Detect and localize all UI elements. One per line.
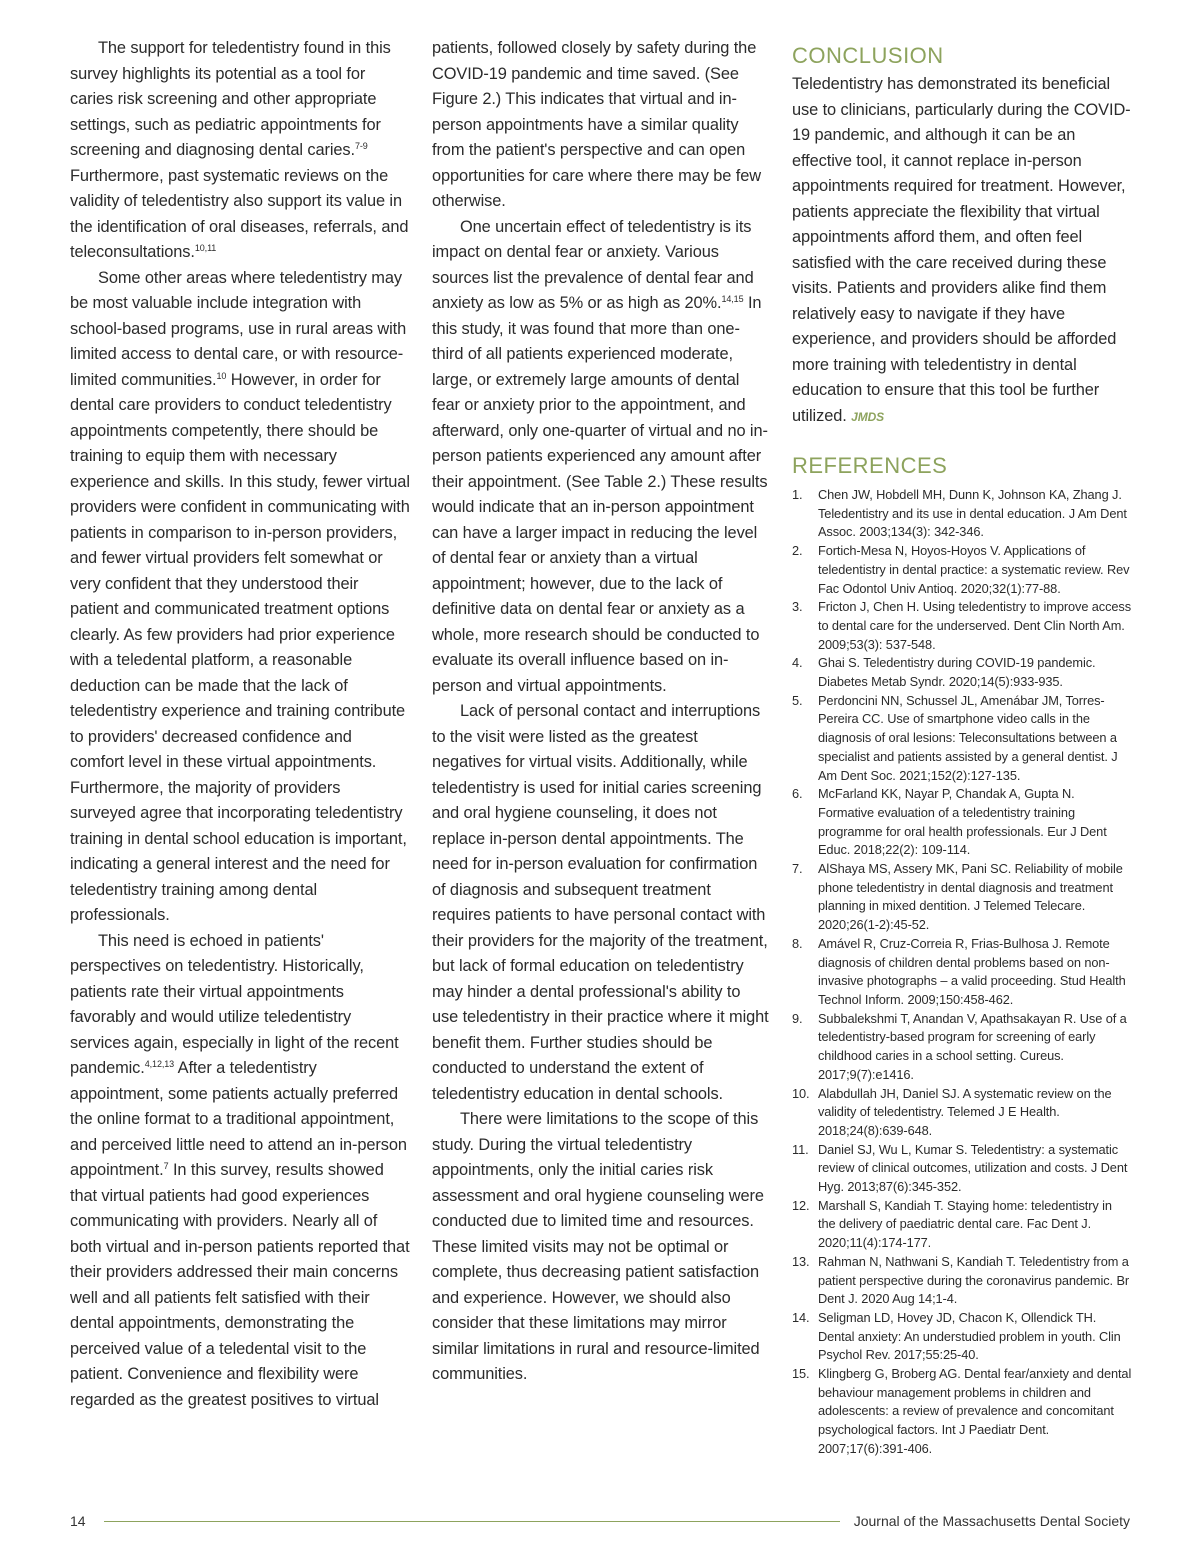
reference-number: 2. [792, 543, 803, 559]
footer-rule [104, 1521, 840, 1522]
reference-text: Marshall S, Kandiah T. Staying home: teledentistry in the delivery of paediatric dental care. Fac Dent J. 2020;11(4):174-177. [818, 1197, 1112, 1251]
paragraph: patients, followed closely by safety during the COVID-19 pandemic and time saved. (See Figure 2.) This indicates that virtual and in-person appointments have a similar quality from the patient's perspective and can open opportunities for care where there may be few otherwise. [432, 39, 761, 210]
reference-number: 7. [792, 861, 803, 877]
reference-item [792, 1010, 1132, 1085]
reference-number: 1. [792, 487, 803, 502]
paragraph: Some other areas where teledentistry may be most valuable include integration with school-based programs, use in rural areas with limited access to dental care, or with resource-limited communities.$^{10}$ However, in order for dental care providers to conduct teledentistry appointments competently, there should be training to equip them with necessary experience and skills. In this study, fewer virtual providers were confident in communicating with patients in comparison to in-person providers, and fewer virtual providers felt somewhat or very confident that they understood their patient and communicated treatment options clearly. As few providers had prior experience with a teledental platform, a reasonable deduction can be made that the lack of teledentistry experience and training contribute to providers' decreased confidence and comfort level in these virtual appointments. Furthermore, the majority of providers surveyed agree that incorporating teledentistry training in dental school education is important, indicating a general interest and the need for teledentistry training among dental professionals. [70, 268, 410, 924]
reference-number: 12. [792, 1197, 810, 1213]
column-2 [432, 36, 770, 1388]
reference-number: 11. [792, 1141, 809, 1157]
reference-item [792, 1085, 1132, 1141]
journal-name: Journal of the Massachusetts Dental Society [853, 1513, 1130, 1529]
conclusion-paragraph: Teledentistry has demonstrated its beneficial use to clinicians, particularly during the COVID-19 pandemic, and although it can be an effective tool, it cannot replace in-person appointments required for treatment. However, patients appreciate the flexibility that virtual appointments afford them, and often feel satisfied with the care received during these visits. Patients and providers alike find them relatively easy to navigate if they have experience, and providers should be afforded more training with teledentistry in dental education to ensure that this tool be further utilized. JMDS [792, 75, 1131, 425]
reference-text: McFarland KK, Nayar P, Chandak A, Gupta N. Formative evaluation of a teledentistry training programme for oral health professionals. Eur J Dent Educ. 2018;22(2): 109-114. [818, 786, 1107, 858]
reference-item [792, 1309, 1132, 1365]
citation: 7-9 [354, 141, 368, 151]
reference-text: Daniel SJ, Wu L, Kumar S. Teledentistry: a systematic review of clinical outcomes, utilization and costs. J Dent Hyg. 2013;87(6):345-352. [818, 1141, 1128, 1195]
reference-text: Klingberg G, Broberg AG. Dental fear/anxiety and dental behaviour management problems in children and adolescents: a review of prevalence and concomitant psychological factors. Int J Paediatr Dent. 2007;17(6):391-406. [818, 1366, 1132, 1456]
citation: 4,12,13 [144, 1059, 175, 1069]
reference-item [792, 1141, 1132, 1197]
reference-item [792, 785, 1132, 860]
column-1 [70, 36, 410, 1413]
reference-item [792, 542, 1132, 598]
paragraph: One uncertain effect of teledentistry is its impact on dental fear or anxiety. Various sources list the prevalence of dental fear and anxiety as low as 5% or as high as 20%.$^{14,15}$ In this study, it was found that more than one-third of all patients experienced moderate, large, or extremely large amounts of dental fear or anxiety prior to the appointment, and afterward, only one-quarter of virtual and no in-person patients experienced any amount after their appointment. (See Table 2.) These results would indicate that an in-person appointment can have a larger impact in reducing the level of dental fear or anxiety than a virtual appointment; however, due to the lack of definitive data on dental fear or anxiety as a whole, more research should be conducted to evaluate its overall influence based on in-person and virtual appointments. [432, 217, 768, 695]
reference-text: Amável R, Cruz-Correia R, Frias-Bulhosa J. Remote diagnosis of children dental problems based on non-invasive photographs – a valid proceeding. Stud Health Technol Inform. 2009;150:458-462. [818, 935, 1126, 1007]
page-number: 14 [70, 1513, 86, 1529]
conclusion-heading: CONCLUSION [792, 43, 944, 68]
reference-text: Fortich-Mesa N, Hoyos-Hoyos V. Applications of teledentistry in dental practice: a systematic review. Rev Fac Odontol Univ Antioq. 2020;32(1):77-88. [818, 543, 1130, 596]
citation: 14,15 [721, 294, 744, 304]
paragraph: The support for teledentistry found in this survey highlights its potential as a tool for caries risk screening and other appropriate settings, such as pediatric appointments for screening and diagnosing dental caries.$^{7-9}$ Furthermore, past systematic reviews on the validity of teledentistry also support its value in the identification of oral diseases, referrals, and teleconsultations.$^{10,11}$ [70, 39, 409, 261]
reference-text: Subbalekshmi T, Anandan V, Apathsakayan R. Use of a teledentistry-based program for screening of early childhood caries in a school setting. Cureus. 2017;9(7):e1416. [818, 1010, 1127, 1082]
paragraph: There were limitations to the scope of this study. During the virtual teledentistry appointments, only the initial caries risk assessment and oral hygiene counseling were conducted due to limited time and resources. These limited visits may not be optimal or complete, thus decreasing patient satisfaction and experience. However, we should also consider that these limitations may mirror similar limitations in rural and resource-limited communities. [432, 1110, 764, 1383]
reference-item [792, 486, 1132, 542]
reference-number: 8. [792, 935, 803, 951]
reference-item [792, 1253, 1132, 1309]
reference-item [792, 692, 1132, 786]
reference-text: Perdoncini NN, Schussel JL, Amenábar JM, Torres-Pereira CC. Use of smartphone video calls in the diagnosis of oral lesions: Teleconsultations between a specialist and patients assisted by a general dentist. J Am Dent Soc. 2021;152(2):127-135. [818, 692, 1118, 783]
citation: 10,11 [194, 243, 217, 253]
reference-text: Seligman LD, Hovey JD, Chacon K, Ollendick TH. Dental anxiety: An understudied problem in youth. Clin Psychol Rev. 2017;55:25-40. [818, 1309, 1121, 1363]
reference-item [792, 935, 1132, 1010]
reference-text: Alabdullah JH, Daniel SJ. A systematic review on the validity of teledentistry. Telemed J E Health. 2018;24(8):639-648. [818, 1085, 1112, 1138]
reference-number: 10. [792, 1085, 810, 1101]
reference-text: Ghai S. Teledentistry during COVID-19 pandemic. Diabetes Metab Syndr. 2020;14(5):933-935. [818, 655, 1096, 690]
citation: 10 [216, 370, 227, 381]
reference-number: 9. [792, 1010, 803, 1026]
reference-item [792, 598, 1132, 654]
reference-number: 14. [792, 1309, 810, 1325]
jmds-signature: JMDS [851, 409, 885, 424]
references-list [792, 486, 1132, 1459]
paragraph: Lack of personal contact and interruptions to the visit were listed as the greatest negatives for virtual visits. Additionally, while teledentistry is used for initial caries screening and oral hygiene counseling, it does not replace in-person dental appointments. The need for in-person evaluation for confirmation of diagnosis and subsequent treatment requires patients to have personal contact with their providers for the majority of the treatment, but lack of formal education on teledentistry may hinder a dental professional's ability to use teledentistry in their practice where it might benefit them. Further studies should be conducted to understand the extent of teledentistry education in dental schools. [432, 702, 769, 1103]
reference-number: 4. [792, 655, 803, 671]
reference-number: 6. [792, 786, 803, 802]
reference-item [792, 1365, 1132, 1459]
reference-item [792, 860, 1132, 935]
reference-item [792, 654, 1132, 691]
references-heading: REFERENCES [792, 453, 948, 478]
reference-text: Rahman N, Nathwani S, Kandiah T. Teledentistry from a patient perspective during the coronavirus pandemic. Br Dent J. 2020 Aug 14;1-4. [818, 1253, 1130, 1307]
reference-text: AlShaya MS, Assery MK, Pani SC. Reliability of mobile phone teledentistry in dental diagnosis and treatment planning in mixed dentition. J Telemed Telecare. 2020;26(1-2):45-52. [818, 861, 1123, 933]
reference-number: 13. [792, 1253, 810, 1269]
reference-text: Chen JW, Hobdell MH, Dunn K, Johnson KA, Zhang J. Teledentistry and its use in dental education. J Am Dent Assoc. 2003;134(3): 342-346. [818, 487, 1127, 540]
reference-item [792, 1197, 1132, 1253]
paragraph: This need is echoed in patients' perspectives on teledentistry. Historically, patients rate their virtual appointments favorably and would utilize teledentistry services again, especially in light of the recent pandemic.$^{4,12,13}$ After a teledentistry appointment, some patients actually preferred the online format to a traditional appointment, and perceived little need to attend an in-person appointment.$^7$ In this survey, results showed that virtual patients had good experiences communicating with providers. Nearly all of both virtual and in-person patients reported that their providers addressed their main concerns well and all patients felt satisfied with their dental appointments, demonstrating the perceived value of a teledental visit to the patient. Convenience and flexibility were regarded as the greatest positives to virtual [70, 931, 410, 1409]
citation: 7 [163, 1161, 169, 1171]
reference-text: Fricton J, Chen H. Using teledentistry to improve access to dental care for the underserved. Dent Clin North Am. 2009;53(3): 537-548. [818, 599, 1132, 652]
reference-number: 5. [792, 692, 803, 708]
reference-number: 3. [792, 599, 803, 615]
page-footer [70, 1510, 1130, 1532]
column-3 [792, 36, 1132, 1459]
reference-number: 15. [792, 1366, 810, 1382]
